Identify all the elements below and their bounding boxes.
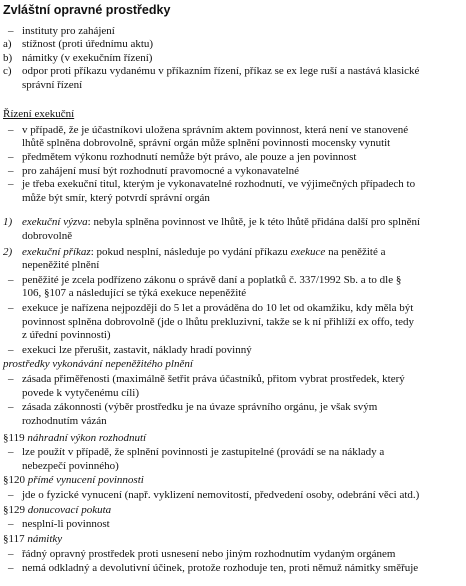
paragraph-119-label: náhradní výkon rozhodnutí [27,431,147,444]
paragraph-129-num: §129 [3,503,28,516]
list-mark-c: c) [3,65,12,78]
paragraph-120-num: §120 [3,474,28,487]
list-item-c: odpor proti příkazu vydanému v příkazním řízení, příkaz se ex lege ruší a nastává klasické [22,65,420,78]
num-item-2-em: exekuce [290,245,326,258]
p117-item-1: řádný opravný prostředek proti usnesení nebo jiným rozhodnutím vydaným orgánem [22,547,396,560]
bullet-dash: – [8,401,14,414]
p120-item-1: jde o fyzické vynucení (např. vyklizení nemovitostí, předvedení osoby, odebrání věci atd.) [22,489,420,502]
exek-item-1: v případě, že je účastníkovi uložena správním aktem povinnost, která není ve stanovené [22,123,409,136]
prost-item-2: zásada zákonnosti (výběr prostředku je na úvaze správního orgánu, je však svým [22,401,378,414]
bullet-dash: – [8,24,14,37]
num-item-1-cont: dobrovolně [22,229,73,242]
paragraph-117-label: námitky [27,533,63,546]
exek-item-1-cont: lhůtě splněna dobrovolně, správní orgán může splnění povinnosti mocensky vynutit [22,137,391,150]
exek-item-4-cont: může být smír, který potvrdí správní orgán [22,191,210,204]
document-title: Zvláštní opravné prostředky [3,3,171,17]
num-item-1 [22,216,420,228]
bullet-dash: – [8,489,14,502]
num-item-2 [22,246,385,258]
num2-item-2-cont2: z úřední povinnosti) [22,329,111,342]
num-item-2-label: exekuční příkaz [22,245,91,258]
p117-item-2: nemá odkladný a devolutivní účinek, protože rozhoduje ten, proti němuž námitky směřuje [22,562,419,575]
paragraph-117-num: §117 [3,533,28,546]
paragraph-117-heading [3,533,62,545]
num-mark-1: 1) [3,216,13,229]
prost-item-1: zásada přiměřenosti (maximálně šetřit práva účastníků, přitom vybrat prostředek, který [22,373,405,385]
list-mark-b: b) [3,51,13,64]
num-item-1-text: : nebyla splněna povinnost ve lhůtě, je k této lhůtě přidána další pro splnění [87,216,421,229]
list-item-b: námitky (v exekučním řízení) [22,51,153,64]
intro-item: instituty pro zahájení [22,24,115,37]
list-item-c-cont: správní řízení [22,78,83,91]
prost-item-1-cont: povede k vytyčenému cíli) [22,386,139,399]
p119-item-1-cont: nebezpečí povinného) [22,459,119,472]
p129-item-1: nesplní-li povinnost [22,518,110,531]
section-heading-exekucni: Řízení exekuční [3,108,75,121]
exek-item-2: předmětem výkonu rozhodnutí nemůže být právo, ale pouze a jen povinnost [22,151,357,163]
bullet-dash: – [8,562,14,575]
paragraph-120-heading [3,474,144,486]
num-item-2-text-a: : pokud nesplní, následuje po vydání příkazu [90,245,291,258]
paragraph-119-num: §119 [3,431,28,444]
num-mark-2: 2) [3,245,13,258]
list-mark-a: a) [3,38,12,51]
section-heading-prostredky: prostředky vykonávání nepeněžitého plnění [3,358,193,371]
num2-item-3: exekuci lze přerušit, zastavit, náklady hradí povinný [22,343,252,356]
p119-item-1: lze použít v případě, že splnění povinnosti je zastupitelné (provádí se na náklady a [22,446,385,459]
num2-item-1: peněžité je zcela podřízeno zákonu o správě daní a poplatků č. 337/1992 Sb. a to dle § [22,273,402,286]
num2-item-1-cont: 106, §107 a následující se týká exekuce nepeněžité [22,287,247,300]
prost-item-2-cont: rozhodnutím vázán [22,414,107,427]
num-item-1-label: exekuční výzva [22,216,88,229]
bullet-dash: – [8,123,14,136]
exek-item-4: je třeba exekuční titul, kterým je vykonavatelné rozhodnutí, ve výjimečných případech to [22,178,416,191]
list-item-a: stížnost (proti úřednímu aktu) [22,38,154,51]
bullet-dash: – [8,373,14,385]
num2-item-2-cont: povinnost splněna dobrovolně (jde o lhůtu prekluzivní, takže se k ní přihlíží ex offo, tedy [22,315,415,328]
num-item-2-text-b: na peněžité a [325,245,386,258]
paragraph-129-heading [3,504,111,516]
num-item-2-cont: nepeněžité plnění [22,259,100,272]
bullet-dash: – [8,518,14,531]
num2-item-2: exekuce je nařízena nejpozději do 5 let a prováděna do 10 let od okamžiku, kdy měla být [22,302,414,314]
bullet-dash: – [8,343,14,356]
paragraph-120-label: přímé vynucení povinnosti [27,474,144,487]
bullet-dash: – [8,178,14,191]
paragraph-129-label: donucovací pokuta [27,503,112,516]
bullet-dash: – [8,273,14,286]
bullet-dash: – [8,302,14,314]
paragraph-119-heading [3,432,146,444]
bullet-dash: – [8,547,14,560]
bullet-dash: – [8,446,14,459]
exek-item-3: pro zahájení musí být rozhodnutí pravomocné a vykonavatelné [22,164,300,177]
bullet-dash: – [8,151,14,163]
bullet-dash: – [8,164,14,177]
